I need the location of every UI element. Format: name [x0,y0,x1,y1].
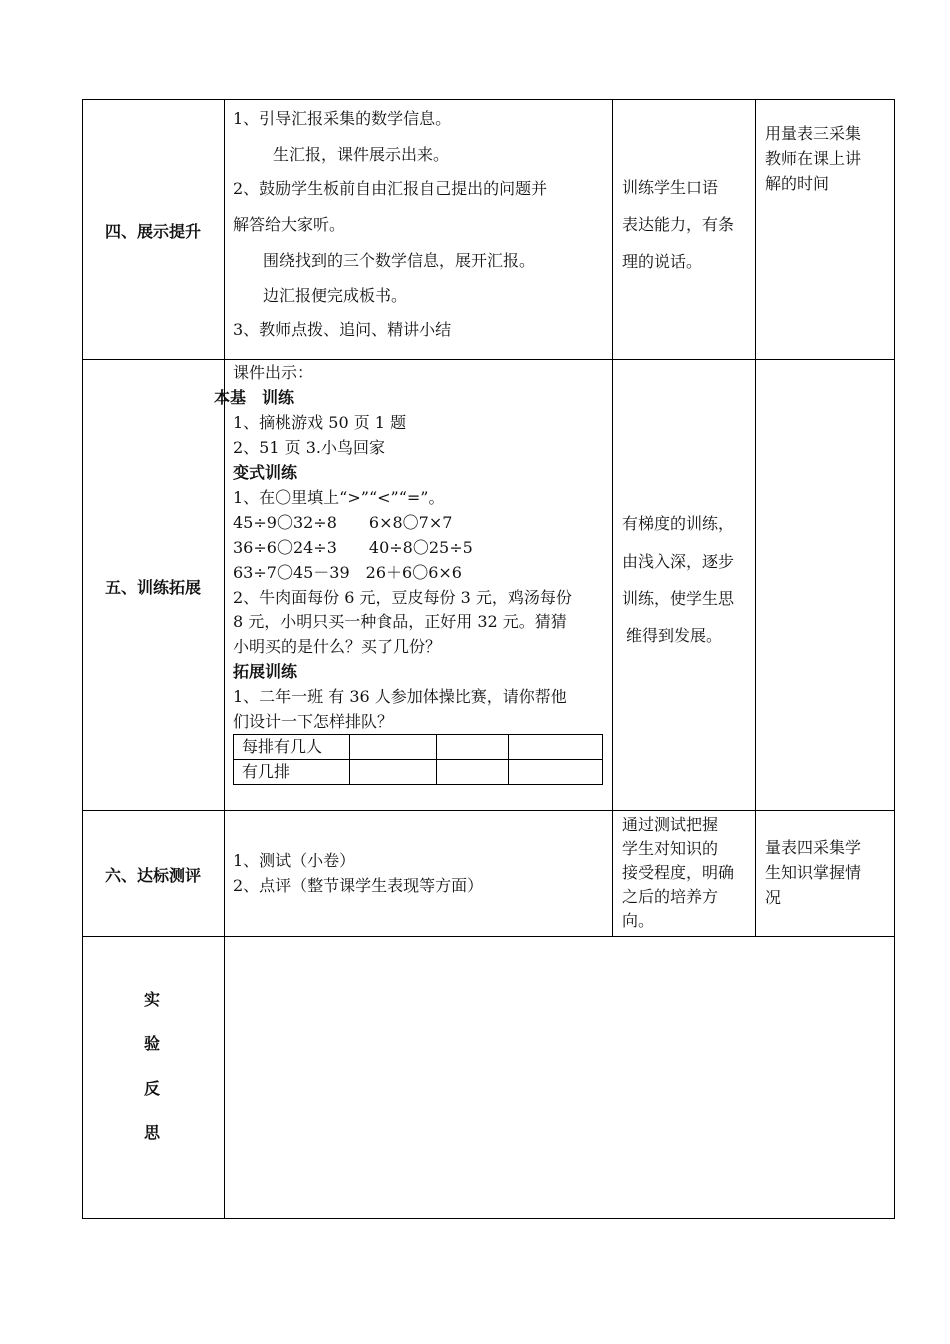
intent-line: 维得到发展。 [626,626,723,645]
note-line: 用量表三采集 [765,124,862,143]
content-line: 1、摘桃游戏 50 页 1 题 [233,413,407,432]
content-line: 边汇报便完成板书。 [263,286,408,305]
table-cell: 有几排 [234,760,350,785]
content-line: 8 元，小明只买一种食品，正好用 32 元。猜猜 [233,612,567,631]
row-label-training: 五、训练拓展 [104,578,201,597]
arrangement-table [233,734,603,785]
table-cell: 每排有几人 [234,735,350,760]
column-divider [224,99,225,1219]
section-heading: 拓展训练 [233,662,298,681]
content-line: 36÷6〇24÷3 40÷8〇25÷5 [233,538,473,557]
table-cell [509,760,603,785]
content-line: 3、教师点拨、追问、精讲小结 [233,320,452,339]
table-cell [509,735,603,760]
row-label-display: 四、展示提升 [104,222,201,241]
note-line: 量表四采集学 [765,838,862,857]
note-line: 况 [765,888,782,907]
reflection-char: 实 [144,990,161,1009]
content-line: 2、点评（整节课学生表现等方面） [233,876,484,895]
column-divider [755,99,756,936]
table-row [234,735,603,760]
intent-line: 接受程度，明确 [622,863,735,882]
content-line: 2、牛肉面每份 6 元，豆皮每份 3 元，鸡汤每份 [233,588,572,607]
intent-line: 有梯度的训练， [622,514,735,533]
reflection-char: 验 [144,1034,161,1053]
content-line: 2、鼓励学生板前自由汇报自己提出的问题并 [233,179,548,198]
row-label-assessment: 六、达标测评 [104,866,201,885]
intent-line: 训练，使学生思 [622,589,735,608]
content-line: 1、在〇里填上“>”“<”“=”。 [233,488,445,507]
reflection-char: 思 [144,1123,161,1142]
section-heading: 变式训练 [233,463,298,482]
row-divider [82,359,895,360]
intent-line: 之后的培养方 [622,887,719,906]
content-line: 围绕找到的三个数学信息，展开汇报。 [263,251,536,270]
intent-line: 理的说话。 [622,252,703,271]
section-heading: 本基 训练 [214,388,295,407]
note-line: 生知识掌握情 [765,863,862,882]
content-line: 63÷7〇45－39 26＋6〇6×6 [233,563,462,582]
table-cell [437,735,509,760]
column-divider [612,99,613,936]
content-line: 45÷9〇32÷8 6×8〇7×7 [233,513,453,532]
table-cell [350,735,437,760]
intent-line: 由浅入深，逐步 [622,552,735,571]
table-row [234,760,603,785]
note-line: 解的时间 [765,174,830,193]
intent-line: 表达能力，有条 [622,215,735,234]
content-line: 1、二年一班 有 36 人参加体操比赛，请你帮他 [233,687,567,706]
table-cell [350,760,437,785]
reflection-char: 反 [144,1079,161,1098]
table-cell [437,760,509,785]
content-line: 小明买的是什么？买了几份？ [233,637,442,656]
row-divider [82,936,895,937]
note-line: 教师在课上讲 [765,149,862,168]
intent-line: 向。 [622,911,655,930]
row-divider [82,810,895,811]
content-line: 解答给大家听。 [233,215,346,234]
intent-line: 通过测试把握 [622,815,719,834]
content-line: 1、测试（小卷） [233,851,356,870]
content-line: 生汇报，课件展示出来。 [273,145,450,164]
content-line: 2、51 页 3.小鸟回家 [233,438,385,457]
intent-line: 训练学生口语 [622,178,719,197]
content-line: 1、引导汇报采集的数学信息。 [233,109,452,128]
intent-line: 学生对知识的 [622,839,719,858]
content-line: 课件出示： [233,363,314,382]
content-line: 们设计一下怎样排队？ [233,712,394,731]
